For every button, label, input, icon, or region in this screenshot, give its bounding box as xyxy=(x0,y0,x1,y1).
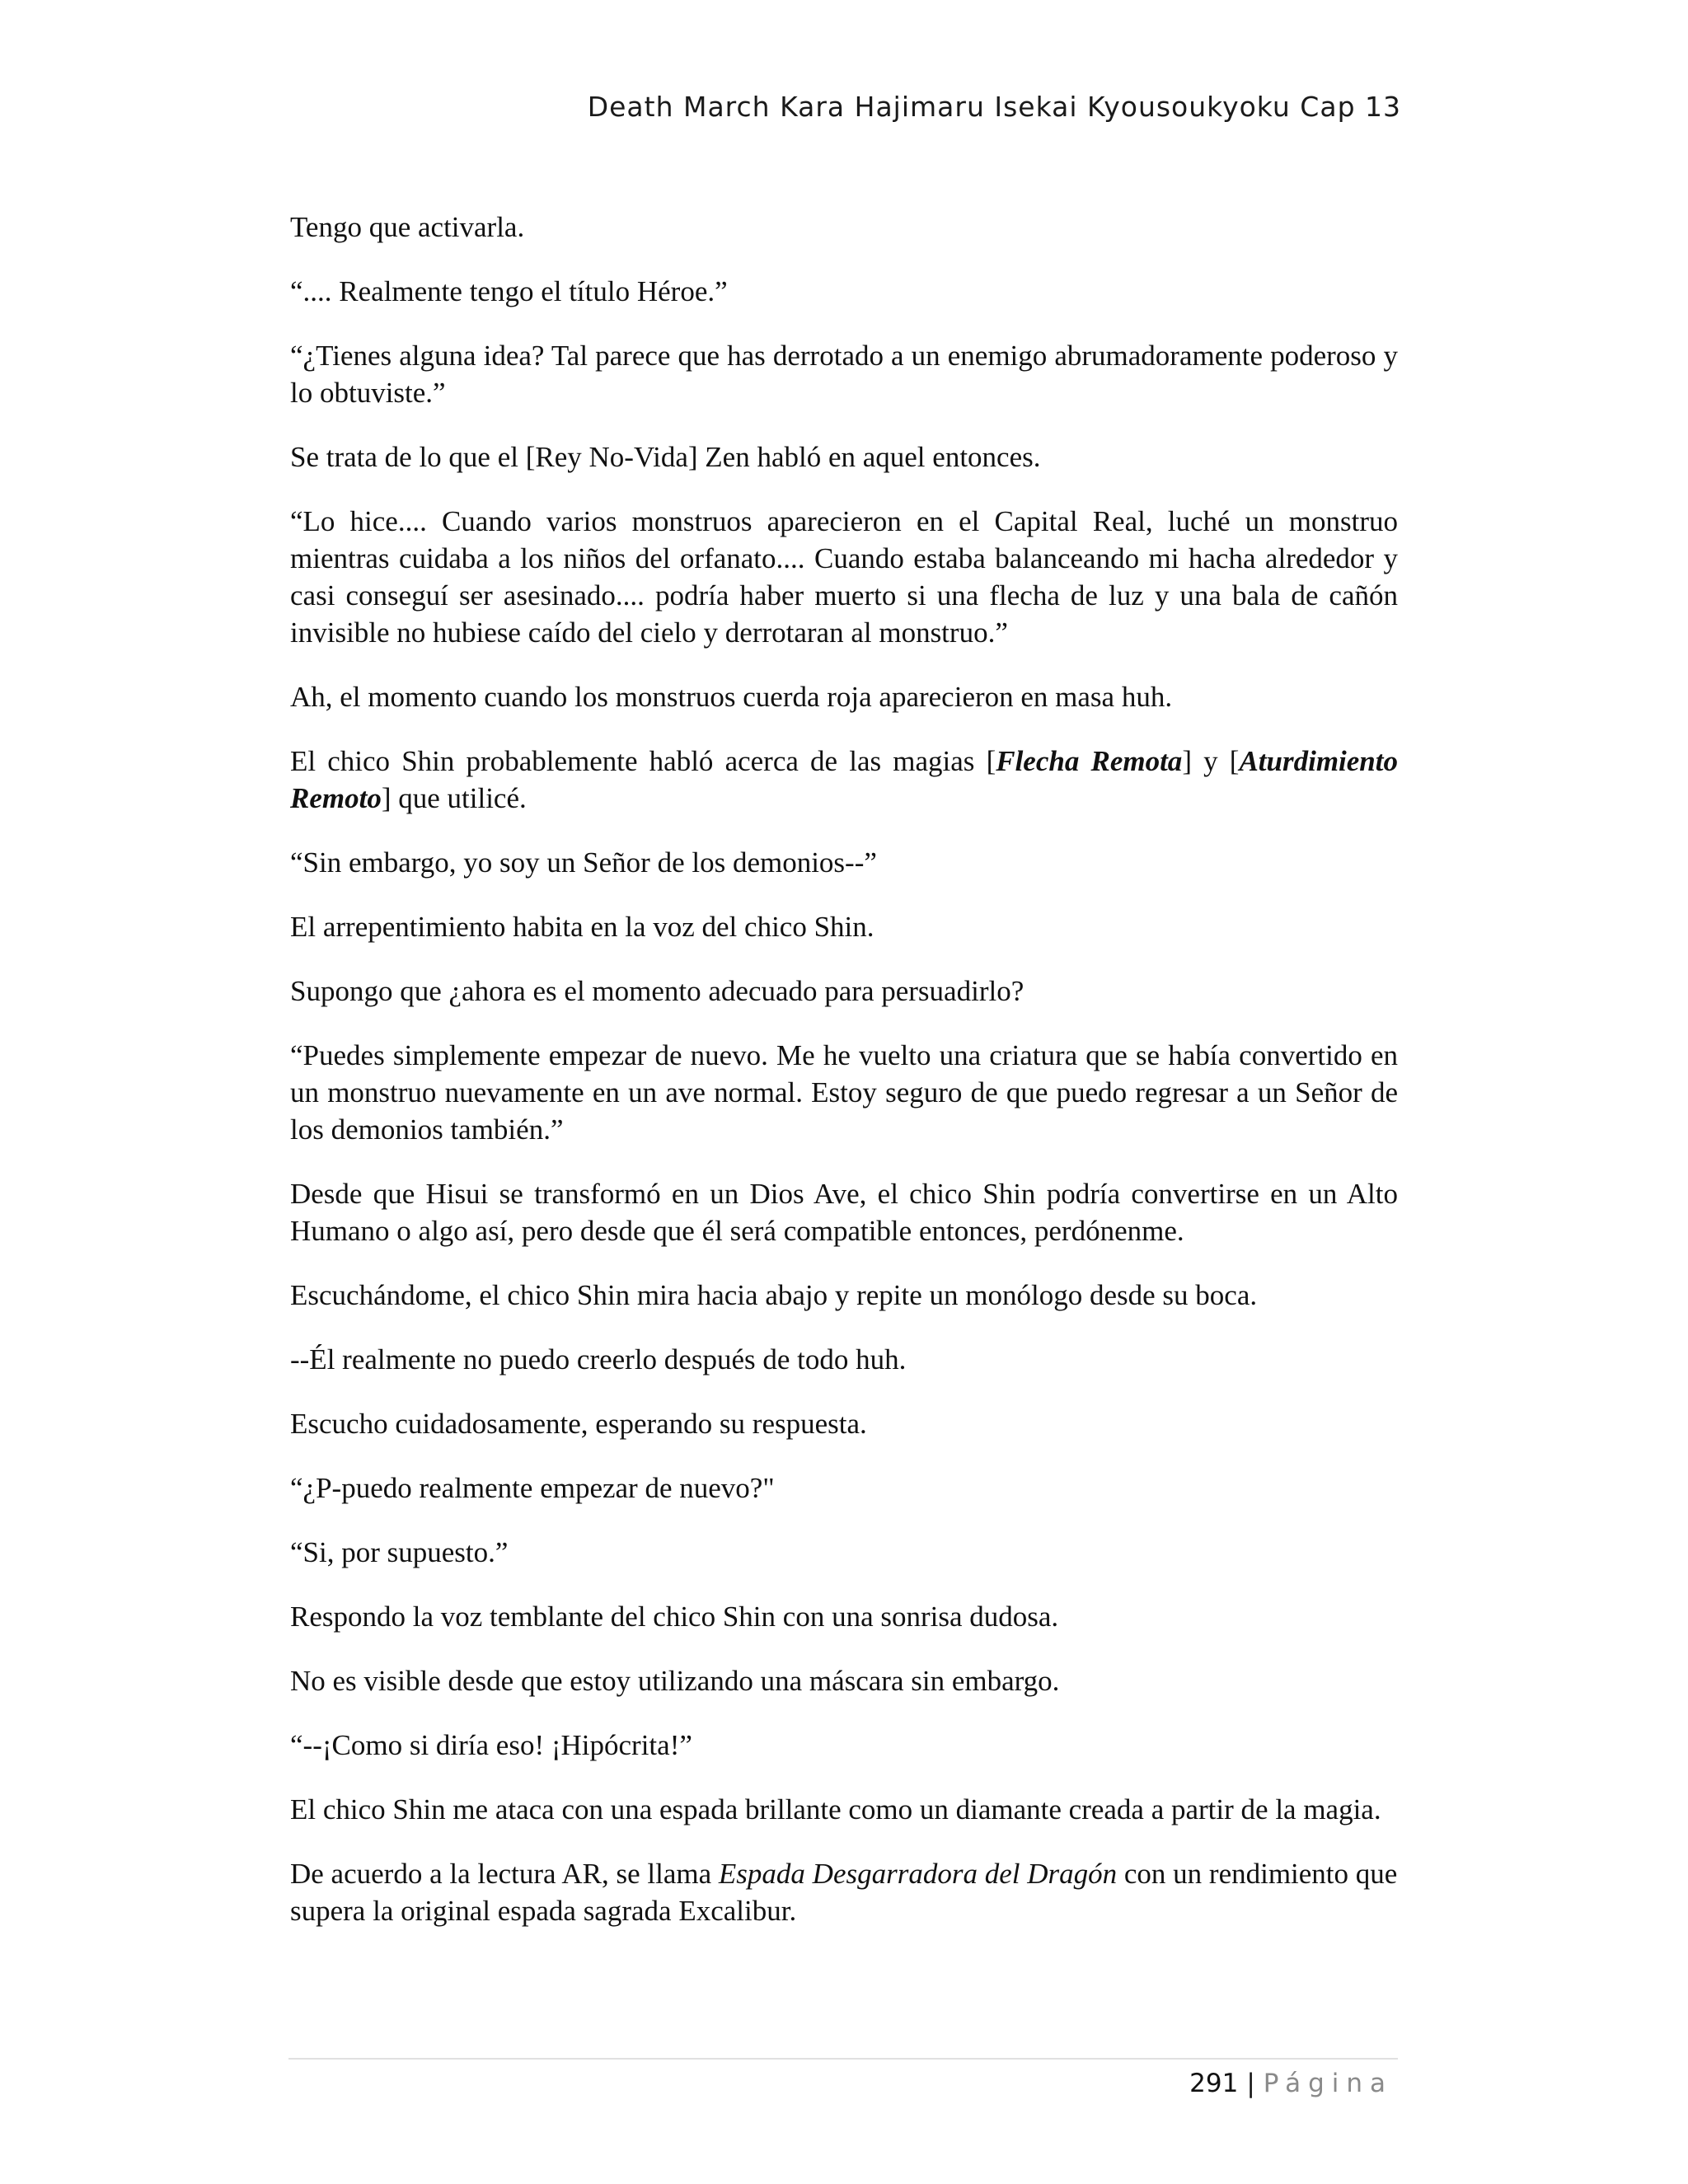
spell-name: Aturdimiento Remoto xyxy=(290,745,1398,814)
running-header: Death March Kara Hajimaru Isekai Kyousoukyoku Cap 13 xyxy=(587,91,1401,123)
text-run: con un rendimiento que supera la original espada sagrada Excalibur. xyxy=(290,1858,1398,1927)
footer-divider xyxy=(288,2058,1398,2060)
body-text xyxy=(290,209,1398,1957)
paragraph xyxy=(290,743,1398,817)
spell-name: Flecha Remota xyxy=(996,745,1183,777)
page-footer xyxy=(1189,2069,1393,2098)
page-label: Página xyxy=(1263,2069,1393,2098)
paragraph: --Él realmente no puedo creerlo después de todo huh. xyxy=(290,1343,907,1376)
page-number: 291 xyxy=(1189,2069,1239,2098)
paragraph: Respondo la voz temblante del chico Shin con una sonrisa dudosa. xyxy=(290,1601,1059,1633)
paragraph: “.... Realmente tengo el título Héroe.” xyxy=(290,275,728,307)
text-run: ] que utilicé. xyxy=(381,782,527,814)
text-run: De acuerdo a la lectura AR, se llama xyxy=(290,1858,719,1890)
paragraph: Se trata de lo que el [Rey No-Vida] Zen habló en aquel entonces. xyxy=(290,441,1041,473)
paragraph: Escuchándome, el chico Shin mira hacia abajo y repite un monólogo desde su boca. xyxy=(290,1279,1258,1311)
paragraph: No es visible desde que estoy utilizando una máscara sin embargo. xyxy=(290,1665,1060,1697)
text-run: El chico Shin probablemente habló acerca de las magias [ xyxy=(290,745,996,777)
paragraph: Escucho cuidadosamente, esperando su respuesta. xyxy=(290,1408,867,1440)
paragraph: El arrepentimiento habita en la voz del chico Shin. xyxy=(290,911,874,943)
paragraph: El chico Shin me ataca con una espada brillante como un diamante creada a partir de la magia. xyxy=(290,1793,1381,1825)
text-run: ] y [ xyxy=(1182,745,1240,777)
weapon-name: Espada Desgarradora del Dragón xyxy=(718,1858,1118,1890)
paragraph xyxy=(290,1855,1398,1929)
paragraph: “¿P-puedo realmente empezar de nuevo?" xyxy=(290,1472,775,1504)
paragraph: “--¡Como si diría eso! ¡Hipócrita!” xyxy=(290,1729,692,1761)
paragraph: Desde que Hisui se transformó en un Dios Ave, el chico Shin podría convertirse en un Alto Humano o algo así, pero desde que él será compatible entonces, perdónenme. xyxy=(290,1178,1398,1247)
paragraph: Ah, el momento cuando los monstruos cuerda roja aparecieron en masa huh. xyxy=(290,681,1173,713)
footer-separator: | xyxy=(1246,2069,1255,2098)
paragraph: “Lo hice.... Cuando varios monstruos aparecieron en el Capital Real, luché un monstruo mientras cuidaba a los niños del orfanato.... Cuando estaba balanceando mi hacha alrededor y casi conseguí ser asesinado.... podría haber muerto si una flecha de luz y una bala de cañón invisible no hubiese caído del cielo y derrotaran al monstruo.” xyxy=(290,505,1398,649)
paragraph: “Si, por supuesto.” xyxy=(290,1536,509,1568)
paragraph: Tengo que activarla. xyxy=(290,211,525,243)
paragraph: Supongo que ¿ahora es el momento adecuado para persuadirlo? xyxy=(290,975,1025,1007)
paragraph: “Puedes simplemente empezar de nuevo. Me he vuelto una criatura que se había convertido en un monstruo nuevamente en un ave normal. Estoy seguro de que puedo regresar a un Señor de los demonios también.” xyxy=(290,1039,1398,1146)
paragraph: “Sin embargo, yo soy un Señor de los demonios--” xyxy=(290,846,877,879)
paragraph: “¿Tienes alguna idea? Tal parece que has derrotado a un enemigo abrumadoramente poderoso y lo obtuviste.” xyxy=(290,340,1398,409)
